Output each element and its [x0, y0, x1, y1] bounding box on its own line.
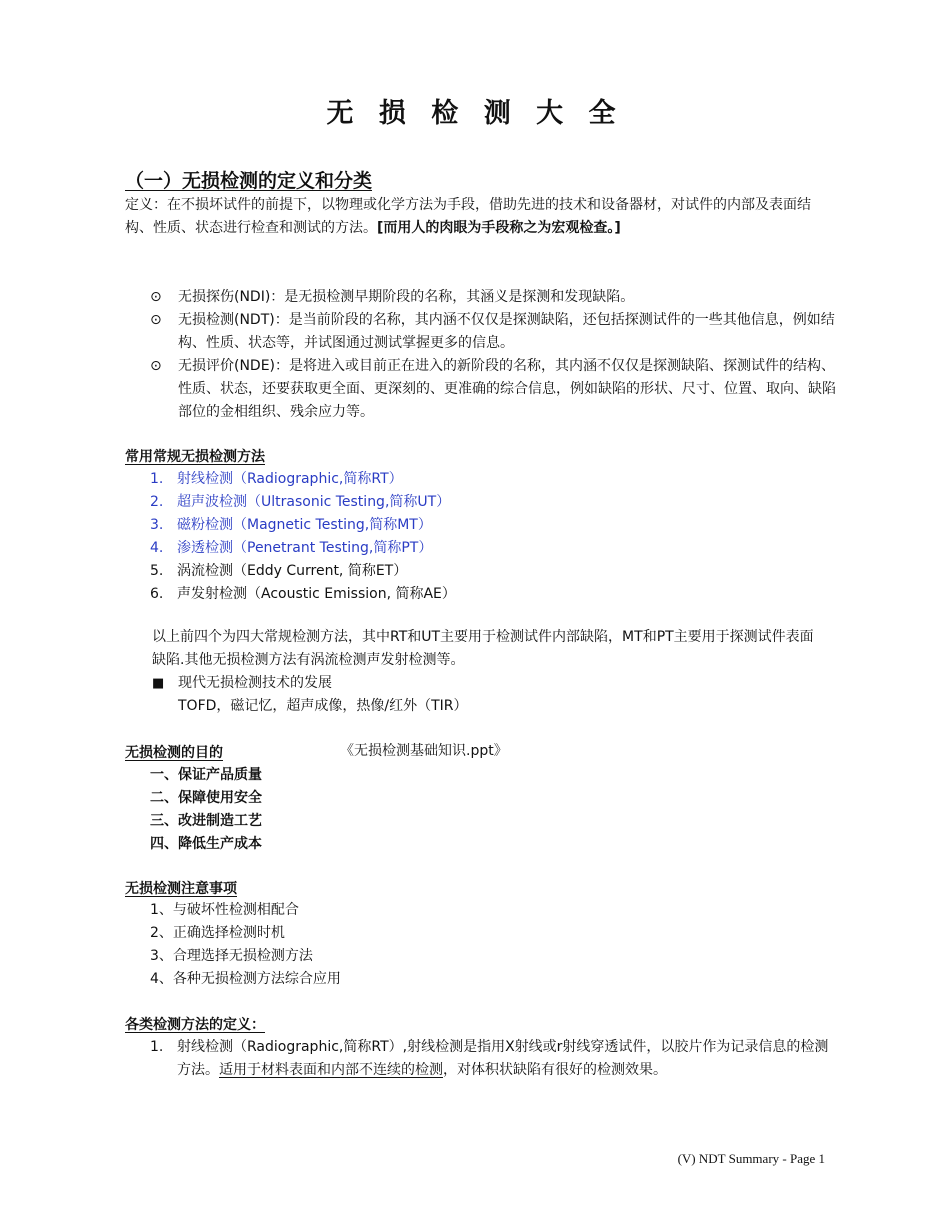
bullet-item: ⊙ 无损探伤(NDI)：是无损检测早期阶段的名称，其涵义是探测和发现缺陷。 — [150, 286, 840, 309]
ndt-stage-bullets — [150, 286, 840, 424]
definitions-heading: 各类检测方法的定义： — [125, 1017, 265, 1033]
notes-list — [150, 899, 341, 991]
method-list-item: 6. 声发射检测（Acoustic Emission, 简称AE） — [150, 586, 456, 602]
circled-dot-icon: ⊙ — [150, 358, 162, 374]
notes-item: 1、与破坏性检测相配合 — [150, 902, 299, 918]
bullet-item: ⊙ 无损检测(NDT)：是当前阶段的名称，其内涵不仅仅是探测缺陷，还包括探测试件的一些其他信息，例如结构、性质、状态等，并试图通过测试掌握更多的信息。 — [150, 309, 840, 355]
notes-item: 3、合理选择无损检测方法 — [150, 948, 313, 964]
purpose-list — [150, 764, 262, 856]
bullet-item: ⊙ 无损评价(NDE)：是将进入或目前正在进入的新阶段的名称，其内涵不仅仅是探测缺陷、探测试件的结构、性质、状态，还要获取更全面、更深刻的、更准确的综合信息，例如缺陷的形状、尺寸、位置、取向、缺陷部位的金相组织、残余应力等。 — [150, 355, 840, 424]
common-methods-heading: 常用常规无损检测方法 — [125, 449, 265, 465]
purpose-item: 一、保证产品质量 — [150, 767, 262, 783]
definitions-underlined-phrase: 适用于材料表面和内部不连续的检测 — [219, 1062, 443, 1078]
modern-techniques — [152, 672, 468, 718]
method-list-item: 2. 超声波检测（Ultrasonic Testing,简称UT） — [150, 494, 451, 510]
purpose-item: 三、改进制造工艺 — [150, 813, 262, 829]
method-list-item: 1. 射线检测（Radiographic,简称RT） — [150, 471, 403, 487]
modern-techniques-label: 现代无损检测技术的发展 — [178, 675, 332, 691]
page-footer: (V) NDT Summary - Page 1 — [677, 1151, 825, 1166]
method-list-item: 3. 磁粉检测（Magnetic Testing,简称MT） — [150, 517, 432, 533]
circled-dot-icon: ⊙ — [150, 312, 162, 328]
definition-bold-note: [而用人的肉眼为手段称之为宏观检查。] — [377, 220, 621, 236]
method-list-item: 5. 涡流检测（Eddy Current, 简称ET） — [150, 563, 408, 579]
common-methods-list — [150, 468, 456, 606]
circled-dot-icon: ⊙ — [150, 289, 162, 305]
methods-summary-paragraph: 以上前四个为四大常规检测方法，其中RT和UT主要用于检测试件内部缺陷，MT和PT主要用于探测试件表面缺陷.其他无损检测方法有涡流检测声发射检测等。 — [152, 629, 814, 668]
purpose-item: 四、降低生产成本 — [150, 836, 262, 852]
notes-heading: 无损检测注意事项 — [125, 881, 237, 897]
purpose-heading: 无损检测的目的 — [125, 745, 223, 761]
definitions-item: 1. 射线检测（Radiographic,简称RT）,射线检测是指用X射线或r射线穿透试件，以胶片作为记录信息的检测方法。适用于材料表面和内部不连续的检测，对体积状缺陷有很好的检测效果。 — [150, 1039, 829, 1078]
black-square-icon: ■ — [152, 676, 165, 691]
purpose-item: 二、保障使用安全 — [150, 790, 262, 806]
section-heading-definition: （一）无损检测的定义和分类 — [125, 170, 373, 192]
method-list-item: 4. 渗透检测（Penetrant Testing,简称PT） — [150, 540, 433, 556]
definition-paragraph — [125, 194, 830, 240]
notes-item: 4、各种无损检测方法综合应用 — [150, 971, 341, 987]
purpose-reference: 《无损检测基础知识.ppt》 — [340, 743, 508, 759]
definition-text: 定义：在不损坏试件的前提下，以物理或化学方法为手段，借助先进的技术和设备器材，对试件的内部及表面结构、性质、状态进行检查和测试的方法。 — [125, 197, 811, 236]
modern-techniques-items: TOFD，磁记忆，超声成像，热像/红外（TIR） — [178, 698, 468, 714]
notes-item: 2、正确选择检测时机 — [150, 925, 285, 941]
document-title: 无 损 检 测 大 全 — [326, 98, 624, 129]
